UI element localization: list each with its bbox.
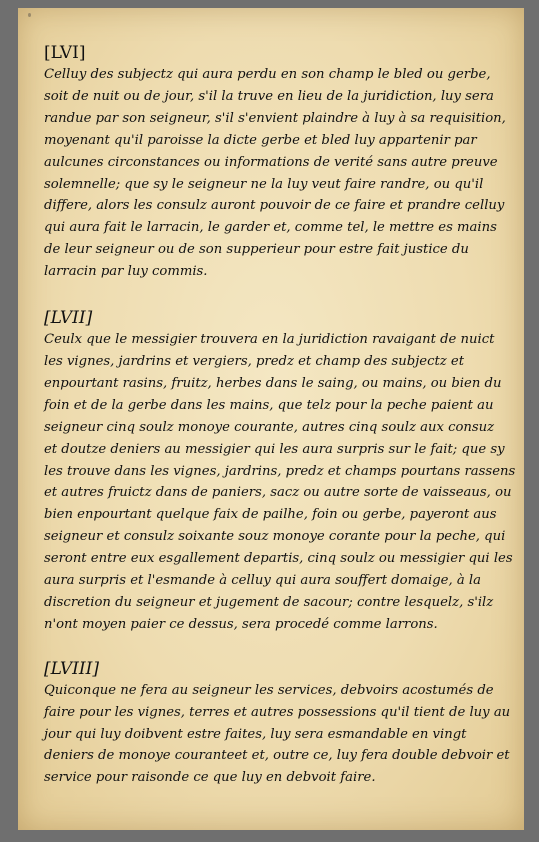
document-body <box>44 42 516 789</box>
text-line: jour qui luy doibvent estre faites, luy sera esmandable en vingt <box>44 726 467 742</box>
parchment-page <box>18 8 524 830</box>
text-line: enpourtant rasins, fruitz, herbes dans le saing, ou mains, ou bien du <box>44 375 502 391</box>
text-line: differe, alors les consulz auront pouvoir de ce faire et prandre celluy <box>44 198 505 214</box>
text-line: Ceulx que le messigier trouvera en la juridiction ravaigant de nuict <box>44 332 495 348</box>
article-lviii <box>44 658 511 790</box>
article-text <box>44 680 511 790</box>
text-line: randue par son seigneur, s'il s'envient plaindre à luy à sa requisition, <box>44 110 506 126</box>
text-line: seigneur et consulz soixante souz monoye corante pour la peche, qui <box>44 529 506 545</box>
text-line: solemnelle; que sy le seigneur ne la luy veut faire randre, ou qu'il <box>44 176 484 192</box>
text-line: faire pour les vignes, terres et autres possessions qu'il tient de luy au <box>44 704 511 720</box>
paper-speck <box>28 13 31 17</box>
text-line: aulcunes circonstances ou informations de verité sans autre preuve <box>44 154 498 170</box>
article-heading: [LVIII] <box>44 658 99 679</box>
text-line: bien enpourtant quelque faix de pailhe, foin ou gerbe, payeront aus <box>44 507 497 523</box>
article-text <box>44 329 516 636</box>
text-line: moyenant qu'il paroisse la dicte gerbe et bled luy appartenir par <box>44 132 477 148</box>
text-line: service pour raisonde ce que luy en debvoit faire. <box>44 770 376 786</box>
article-heading: [LVII] <box>44 308 93 329</box>
text-line: aura surpris et l'esmande à celluy qui aura souffert domaige, à la <box>44 573 481 589</box>
article-heading: [LVI] <box>44 43 86 63</box>
text-line: de leur seigneur ou de son supperieur pour estre fait justice du <box>44 242 469 258</box>
text-line: et doutze deniers au messigier qui les aura surpris sur le fait; que sy <box>44 441 505 457</box>
article-lvi <box>44 42 506 283</box>
text-line: les vignes, jardrins et vergiers, predz et champ des subjectz et <box>44 353 465 369</box>
text-line: Celluy des subjectz qui aura perdu en son champ le bled ou gerbe, <box>44 67 491 82</box>
text-line: soit de nuit ou de jour, s'il la truve en lieu de la juridiction, luy sera <box>44 88 494 104</box>
text-line: n'ont moyen paier ce dessus, sera procedé comme larrons. <box>44 616 438 632</box>
text-line: Quiconque ne fera au seigneur les services, debvoirs acostumés de <box>44 682 494 698</box>
text-line: larracin par luy commis. <box>44 264 208 280</box>
article-lvii <box>44 307 516 636</box>
text-line: et autres fruictz dans de paniers, sacz ou autre sorte de vaisseaus, ou <box>44 485 512 501</box>
text-line: deniers de monoye couranteet et, outre ce, luy fera double debvoir et <box>44 748 510 764</box>
text-line: seront entre eux esgallement departis, cinq soulz ou messigier qui les <box>44 551 513 567</box>
text-line: les trouve dans les vignes, jardrins, predz et champs pourtans rassens <box>44 463 516 479</box>
text-line: seigneur cinq soulz monoye courante, autres cinq soulz aux consuz <box>44 419 495 435</box>
text-line: foin et de la gerbe dans les mains, que telz pour la peche paient au <box>44 397 494 413</box>
article-text <box>44 64 506 283</box>
text-line: discretion du seigneur et jugement de sacour; contre lesquelz, s'ilz <box>44 594 494 610</box>
text-line: qui aura fait le larracin, le garder et, comme tel, le mettre es mains <box>44 220 497 236</box>
